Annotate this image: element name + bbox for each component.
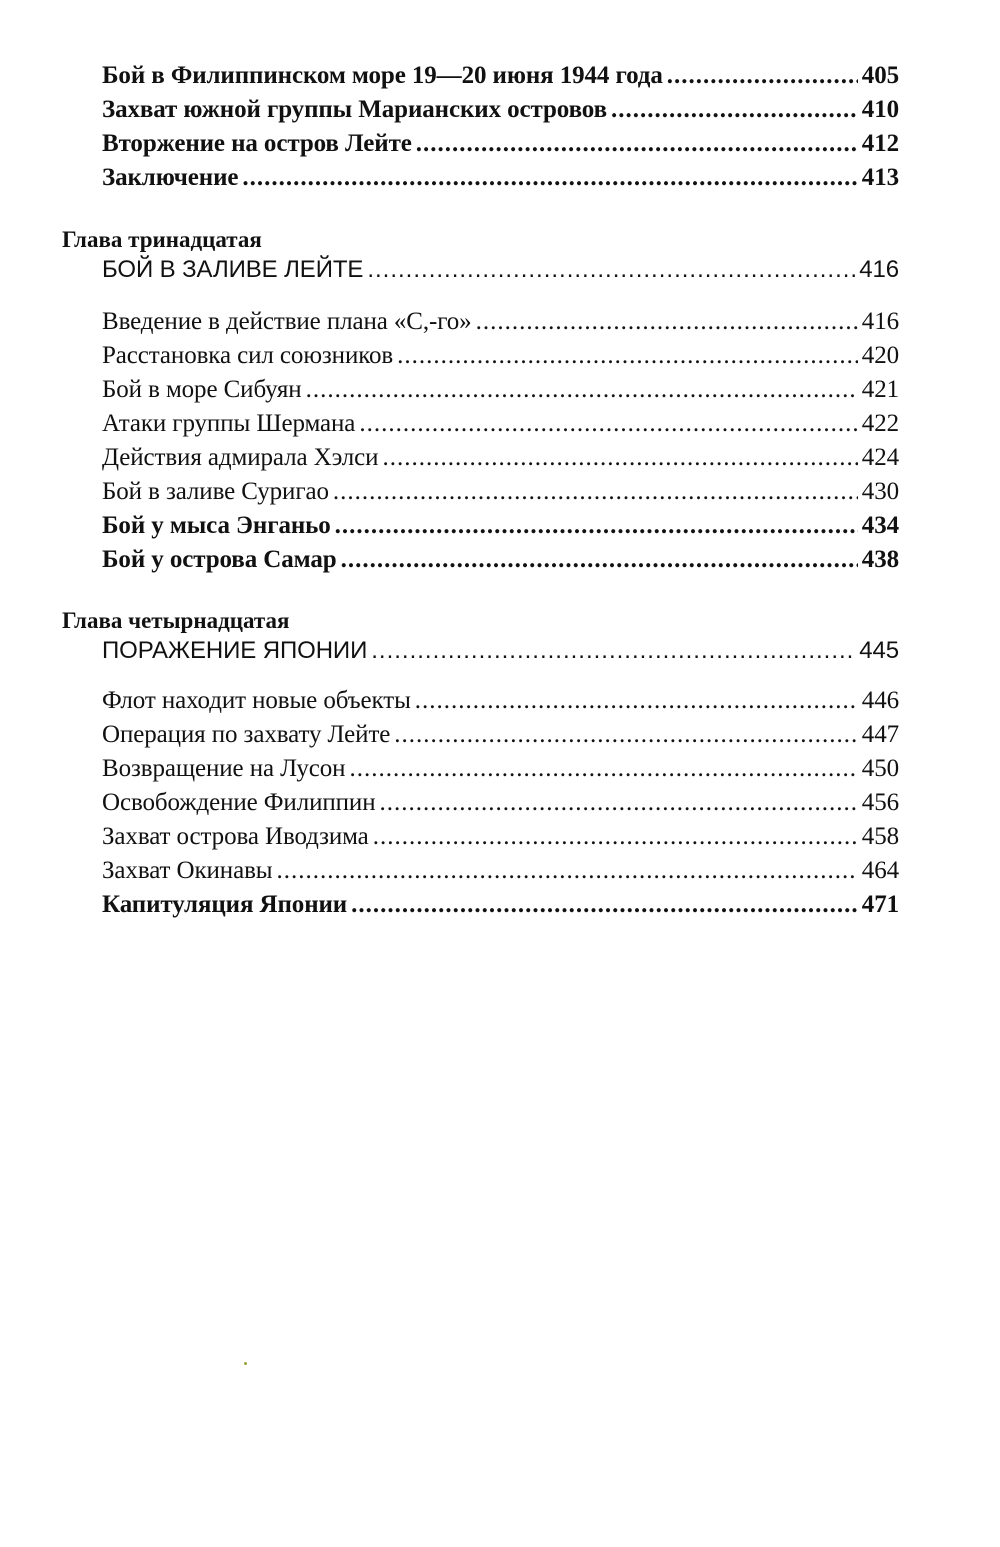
- leader-dots: [416, 127, 858, 161]
- leader-dots: [242, 161, 857, 195]
- toc-entry[interactable]: [102, 475, 899, 509]
- leader-dots: [476, 305, 858, 339]
- toc-entry-title: Капитуляция Японии: [102, 891, 348, 918]
- toc-entry-page: 450: [861, 755, 899, 782]
- toc-entry-title: Захват Окинавы: [102, 857, 273, 884]
- leader-dots: [667, 59, 858, 93]
- leader-dots: [373, 820, 858, 854]
- leader-dots: [397, 339, 858, 373]
- leader-dots: [276, 854, 857, 888]
- toc-entry-page: 416: [861, 308, 899, 335]
- toc-entry[interactable]: [102, 161, 899, 195]
- leader-dots: [382, 441, 857, 475]
- leader-dots: [306, 373, 858, 407]
- toc-entry-title: Введение в действие плана «С,-го»: [102, 308, 472, 335]
- toc-entry-title: Операция по захвату Лейте: [102, 721, 391, 748]
- chapter-title-entry[interactable]: [102, 634, 899, 668]
- leader-dots: [379, 786, 857, 820]
- toc-entry-page: 447: [861, 721, 899, 748]
- chapter-title: БОЙ В ЗАЛИВЕ ЛЕЙТЕ: [102, 256, 364, 283]
- toc-entry-title: Расстановка сил союзников: [102, 342, 394, 369]
- toc-entry[interactable]: [102, 305, 899, 339]
- toc-entry[interactable]: [102, 93, 899, 127]
- toc-entry[interactable]: [102, 339, 899, 373]
- toc-entry[interactable]: [102, 59, 899, 93]
- toc-entry[interactable]: [102, 718, 899, 752]
- toc-entry-page: 458: [861, 823, 899, 850]
- toc-entry-page: 456: [861, 789, 899, 816]
- chapter-title-page: 445: [859, 637, 899, 664]
- chapter-heading: Глава тринадцатая: [62, 227, 262, 252]
- toc-entry-title: Атаки группы Шермана: [102, 410, 356, 437]
- chapter-heading: Глава четырнадцатая: [62, 608, 290, 633]
- toc-entry-page: 464: [861, 857, 899, 884]
- toc-entry-page: 410: [861, 96, 899, 123]
- toc-entry-page: 412: [861, 130, 899, 157]
- leader-dots: [359, 407, 857, 441]
- chapter-title-page: 416: [859, 256, 899, 283]
- toc-entry-title: Освобождение Филиппин: [102, 789, 376, 816]
- leader-dots: [371, 634, 855, 668]
- toc-entry[interactable]: [102, 543, 899, 577]
- leader-dots: [611, 93, 858, 127]
- toc-entry-title: Действия адмирала Хэлси: [102, 444, 379, 471]
- toc-entry-page: 434: [861, 512, 899, 539]
- toc-entry-title: Флот находит новые объекты: [102, 687, 411, 714]
- toc-entry[interactable]: [102, 509, 899, 543]
- toc-entry-page: 430: [861, 478, 899, 505]
- toc-entry[interactable]: [102, 854, 899, 888]
- toc-entry-page: 420: [861, 342, 899, 369]
- toc-entry-title: Бой у мыса Энганьо: [102, 512, 331, 539]
- toc-entry[interactable]: [102, 820, 899, 854]
- leader-dots: [349, 752, 857, 786]
- toc-entry-page: 421: [861, 376, 899, 403]
- toc-entry[interactable]: [102, 786, 899, 820]
- toc-entry[interactable]: [102, 752, 899, 786]
- chapter-title-entry[interactable]: [102, 253, 899, 287]
- leader-dots: [335, 509, 858, 543]
- leader-dots: [333, 475, 858, 509]
- toc-entry-page: 446: [861, 687, 899, 714]
- toc-entry-page: 405: [861, 62, 899, 89]
- leader-dots: [341, 543, 858, 577]
- toc-entry-title: Бой в Филиппинском море 19—20 июня 1944 года: [102, 62, 663, 89]
- chapter-title: ПОРАЖЕНИЕ ЯПОНИИ: [102, 637, 368, 664]
- toc-entry-page: 422: [861, 410, 899, 437]
- leader-dots: [367, 253, 855, 287]
- toc-entry-title: Вторжение на остров Лейте: [102, 130, 412, 157]
- scan-speck: [244, 1362, 247, 1365]
- toc-entry[interactable]: [102, 441, 899, 475]
- toc-entry[interactable]: [102, 127, 899, 161]
- leader-dots: [415, 684, 858, 718]
- toc-entry-title: Возвращение на Лусон: [102, 755, 346, 782]
- toc-entry[interactable]: [102, 373, 899, 407]
- toc-entry-title: Бой у острова Самар: [102, 546, 337, 573]
- toc-entry[interactable]: [102, 888, 899, 922]
- leader-dots: [351, 888, 858, 922]
- toc-entry-title: Захват южной группы Марианских островов: [102, 96, 607, 123]
- toc-entry-page: 413: [861, 164, 899, 191]
- leader-dots: [394, 718, 858, 752]
- toc-entry-page: 424: [861, 444, 899, 471]
- toc-entry-title: Заключение: [102, 164, 239, 191]
- toc-entry[interactable]: [102, 407, 899, 441]
- toc-entry-title: Бой в заливе Суригао: [102, 478, 329, 505]
- toc-entry-page: 438: [861, 546, 899, 573]
- toc-entry-title: Бой в море Сибуян: [102, 376, 302, 403]
- toc-entry[interactable]: [102, 684, 899, 718]
- toc-entry-page: 471: [861, 891, 899, 918]
- toc-entry-title: Захват острова Иводзима: [102, 823, 369, 850]
